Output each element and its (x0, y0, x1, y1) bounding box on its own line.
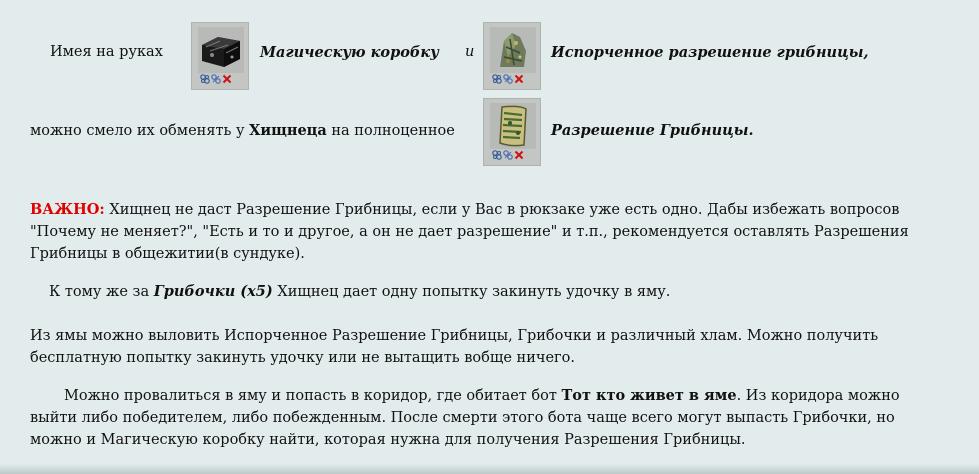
item3-name: Разрешение Грибницы. (551, 122, 754, 139)
item1-name: Магическую коробку (260, 44, 439, 61)
item-controls (492, 149, 524, 161)
spoiled-permit-icon (490, 27, 536, 73)
info-icon[interactable] (200, 74, 210, 84)
mushrooms-paragraph: К тому же за Грибочки (x5) Хищнец дает одну попытку закинуть удочку в яму. (49, 283, 671, 300)
item-spoiled-permit[interactable] (483, 22, 541, 90)
permit-icon (490, 103, 536, 149)
bottom-shadow (0, 464, 979, 474)
item-controls (200, 73, 232, 85)
npc-name: Хищнеца (249, 122, 327, 139)
item-controls (492, 73, 524, 85)
item-permit[interactable] (483, 98, 541, 166)
info-icon[interactable] (492, 150, 502, 160)
magic-box-icon (198, 27, 244, 73)
pit-paragraph: Из ямы можно выловить Испорченное Разрешение Грибницы, Грибочки и различный хлам. Можно получить бесплатную попытку закинуть удочку или не вытащить вобще ничего. (30, 328, 879, 366)
share-icon[interactable] (211, 74, 221, 84)
important-paragraph: ВАЖНО: Хищнец не даст Разрешение Грибницы, если у Вас в рюкзаке уже есть одно. Дабы избежать вопросов "Почему не меняет?", "Есть и то и другое, а он не дает разрешение" и т.п., рекомендуется оставлять Разрешения Грибницы в общежитии(в сундуке). (30, 201, 909, 262)
important-label: ВАЖНО: (30, 201, 105, 218)
item2-name: Испорченное разрешение грибницы, (551, 44, 869, 61)
row1-prefix: Имея на руках (50, 44, 163, 60)
row2-text: можно смело их обменять у Хищнеца на полноценное (30, 122, 455, 139)
delete-icon[interactable] (514, 150, 524, 160)
share-icon[interactable] (503, 74, 513, 84)
bot-name: Тот кто живет в яме (561, 387, 737, 404)
share-icon[interactable] (503, 150, 513, 160)
row1-conj: и (465, 44, 475, 60)
info-icon[interactable] (492, 74, 502, 84)
corridor-paragraph: Можно провалиться в яму и попасть в коридор, где обитает бот Тот кто живет в яме. Из коридора можно выйти либо победителем, либо побежденным. После смерти этого бота чаще всего могут выпасть Грибочки, но можно и Магическую коробку найти, которая нужна для получения Разрешения Грибницы. (30, 387, 900, 448)
mushrooms-item: Грибочки (x5) (153, 283, 273, 300)
item-magic-box[interactable] (191, 22, 249, 90)
delete-icon[interactable] (222, 74, 232, 84)
delete-icon[interactable] (514, 74, 524, 84)
